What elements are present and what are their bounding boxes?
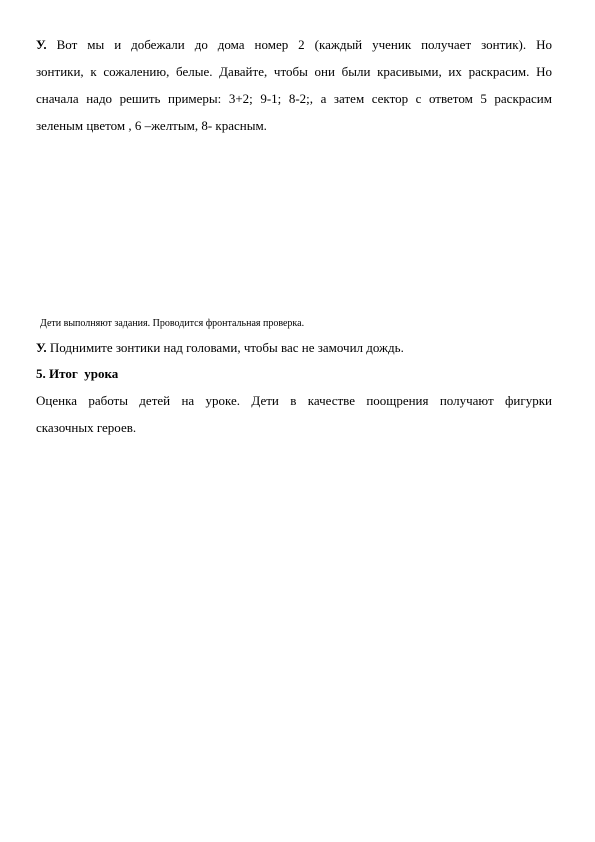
paragraph-1-line-1	[36, 37, 552, 53]
paragraph-1-line-1-text: Вот мы и добежали до дома номер 2 (каждый ученик получает зонтик). Но	[46, 37, 552, 52]
paragraph-1-line-4: зеленым цветом , 6 –желтым, 8- красным.	[36, 118, 267, 133]
paragraph-2-text: Поднимите зонтики над головами, чтобы вас не замочил дождь.	[46, 340, 404, 355]
paragraph-3-line-2: сказочных героев.	[36, 420, 137, 435]
paragraph-1-line-2: зонтики, к сожалению, белые. Давайте, чтобы они были красивыми, их раскрасим. Но	[36, 64, 552, 79]
paragraph-3-line-1: Оценка работы детей на уроке. Дети в качестве поощрения получают фигурки	[36, 393, 552, 408]
paragraph-1-line-3: сначала надо решить примеры: 3+2; 9-1; 8-2;, а затем сектор с ответом 5 раскрасим	[36, 91, 552, 106]
speaker-label: У.	[36, 37, 47, 52]
section-heading: 5. Итог урока	[36, 366, 119, 381]
teacher-note: Дети выполняют задания. Проводится фронтальная проверка.	[40, 318, 305, 329]
paragraph-2	[36, 340, 404, 356]
speaker-label: У.	[36, 340, 47, 355]
